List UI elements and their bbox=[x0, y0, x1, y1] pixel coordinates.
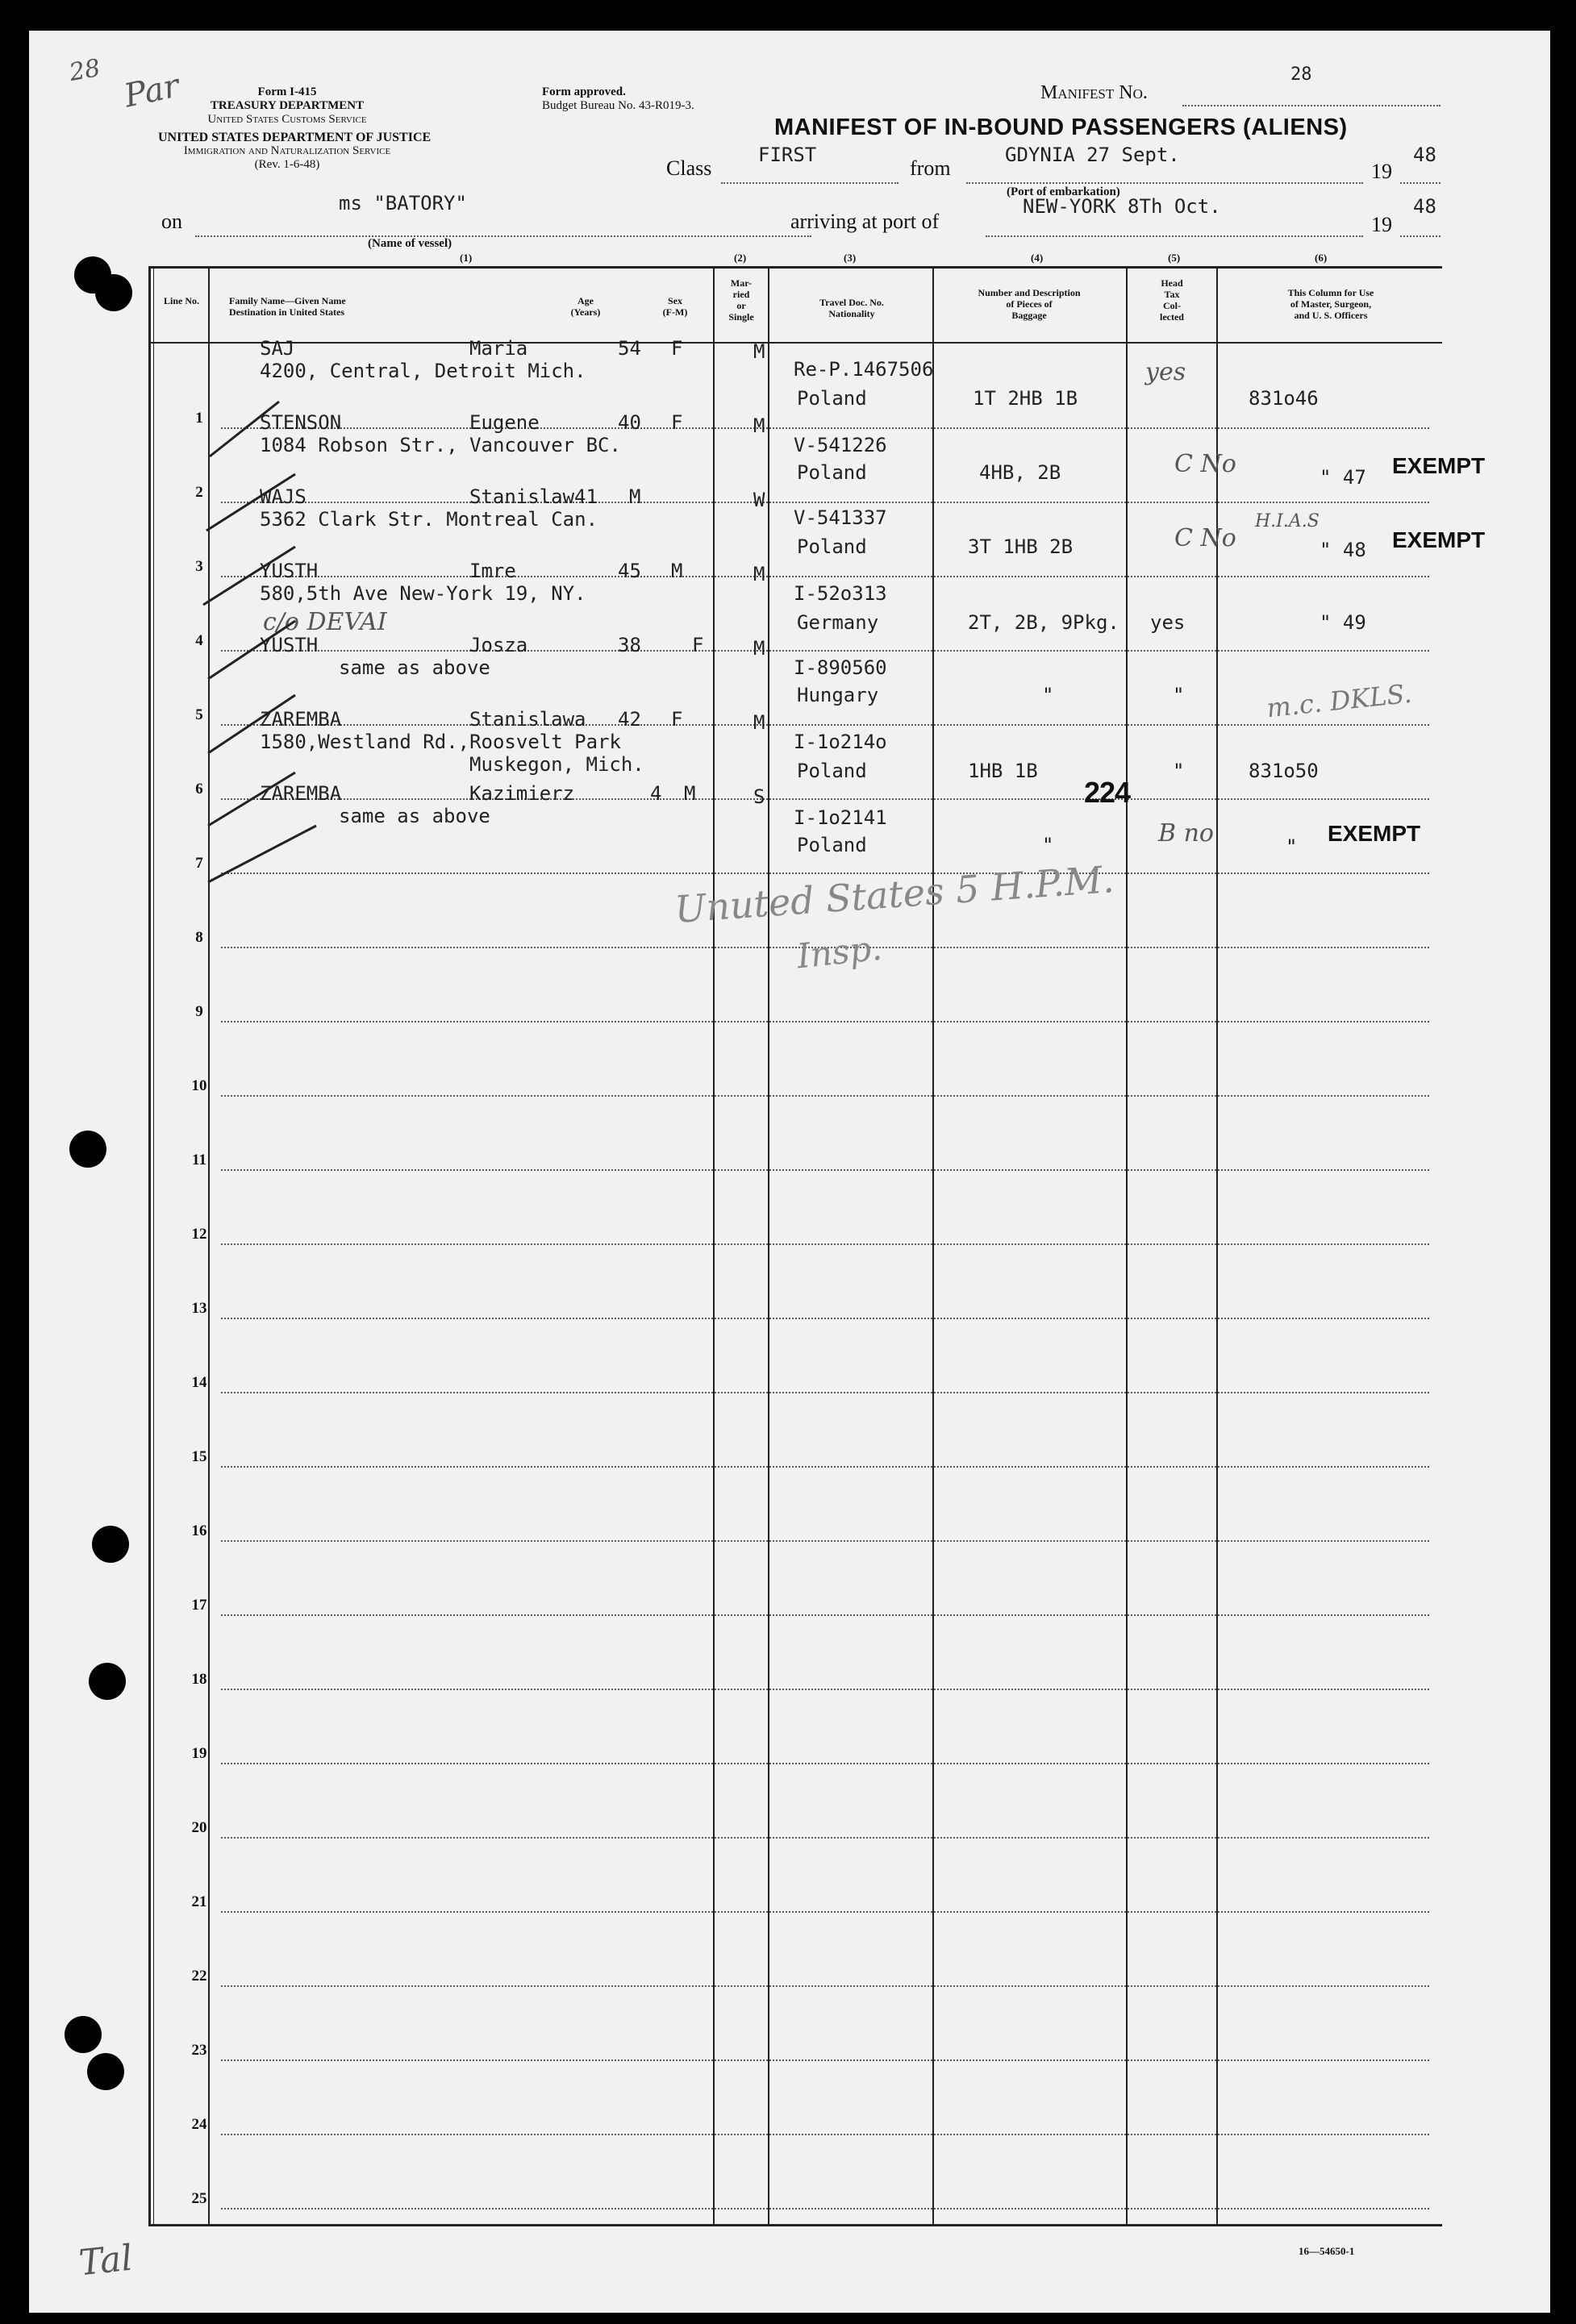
port-embark-label: (Port of embarkation) bbox=[1007, 185, 1120, 198]
row3-given: Stanislaw bbox=[469, 485, 575, 508]
year-value-1: 48 bbox=[1413, 144, 1436, 166]
row2-sex: F bbox=[671, 411, 683, 434]
from-label: from bbox=[910, 156, 951, 180]
table-top-border bbox=[148, 266, 1442, 269]
line-number: 21 bbox=[191, 1893, 207, 1910]
col-num-6: (6) bbox=[1315, 252, 1328, 264]
row3-surname: WAJS bbox=[260, 485, 306, 508]
check-mark-4 bbox=[208, 621, 295, 679]
row-separator bbox=[221, 1689, 1429, 1690]
row-separator bbox=[221, 2134, 1429, 2135]
approval-block bbox=[542, 85, 694, 113]
col-num-5: (5) bbox=[1168, 252, 1181, 264]
check-mark-3 bbox=[203, 547, 295, 605]
form-approved: Form approved. bbox=[542, 85, 626, 98]
row2-doc: V-541226 bbox=[794, 434, 887, 456]
manifest-no-value: 28 bbox=[1290, 65, 1312, 85]
margin-note-number: 28 bbox=[67, 53, 102, 88]
row-separator bbox=[221, 1095, 1429, 1097]
treasury-dept: TREASURY DEPARTMENT bbox=[210, 99, 365, 112]
row3-officer: " 48 bbox=[1320, 539, 1366, 561]
line-number: 9 bbox=[195, 1003, 203, 1020]
row-separator bbox=[221, 502, 1429, 503]
row-separator bbox=[221, 1540, 1429, 1542]
row2-surname: STENSON bbox=[260, 411, 342, 434]
row3-nationality: Poland bbox=[797, 535, 867, 558]
col-sep-tax bbox=[1216, 266, 1218, 2226]
row2-age: 40 bbox=[618, 411, 641, 434]
row6-sex: F bbox=[671, 708, 683, 731]
row1-baggage: 1T 2HB 1B bbox=[973, 387, 1078, 410]
row1-tax: yes bbox=[1145, 358, 1186, 386]
row-separator bbox=[221, 1169, 1429, 1171]
vessel-value: ms "BATORY" bbox=[339, 192, 467, 214]
row7-dest: same as above bbox=[339, 805, 490, 827]
punch-hole bbox=[69, 1131, 106, 1168]
row4-dest: 580,5th Ave New-York 19, NY. bbox=[260, 582, 586, 605]
row1-dest: 4200, Central, Detroit Mich. bbox=[260, 360, 586, 382]
year-line-2 bbox=[1400, 235, 1440, 237]
row1-nationality: Poland bbox=[797, 387, 867, 410]
row5-nationality: Hungary bbox=[797, 684, 879, 706]
row2-given: Eugene bbox=[469, 411, 540, 434]
row3-tax: C No bbox=[1174, 524, 1236, 552]
row5-sex: F bbox=[692, 634, 704, 656]
row-separator bbox=[221, 427, 1429, 429]
year-line-1 bbox=[1400, 182, 1440, 184]
arriving-value: NEW-YORK 8Th Oct. bbox=[1023, 195, 1221, 218]
col-sep-married bbox=[768, 266, 769, 2226]
row2-baggage: 4HB, 2B bbox=[979, 461, 1061, 484]
col-sep-baggage bbox=[1126, 266, 1128, 2226]
header-age: Age (Years) bbox=[570, 295, 601, 318]
row5-baggage: " bbox=[1042, 684, 1054, 706]
check-marks bbox=[150, 369, 327, 885]
row4-age: 45 bbox=[618, 560, 641, 582]
header-line-no: Line No. bbox=[163, 295, 199, 306]
row4-married: M bbox=[753, 563, 765, 585]
row3-dest: 5362 Clark Str. Montreal Can. bbox=[260, 508, 598, 531]
row7-nationality: Poland bbox=[797, 834, 867, 856]
row6-dest: 1580,Westland Rd.,Roosvelt Park bbox=[260, 731, 621, 753]
care-of-note: c/o DEVAI bbox=[263, 608, 387, 636]
table-bottom-border bbox=[148, 2224, 1442, 2226]
row-separator bbox=[221, 1243, 1429, 1245]
line-number: 4 bbox=[195, 632, 203, 649]
row5-tax: " bbox=[1173, 684, 1185, 706]
row7-baggage: " bbox=[1042, 834, 1054, 856]
table-header-bottom bbox=[148, 342, 1442, 344]
check-mark-5 bbox=[208, 695, 295, 753]
manifest-no-line bbox=[1182, 105, 1440, 106]
row-separator bbox=[221, 2060, 1429, 2061]
row6-nationality: Poland bbox=[797, 760, 867, 782]
row7-sex: M bbox=[684, 782, 696, 805]
line-number: 13 bbox=[191, 1300, 207, 1317]
row-separator bbox=[221, 1318, 1429, 1319]
line-number: 2 bbox=[195, 484, 203, 501]
mc-note: m.c. DKLS. bbox=[1265, 677, 1414, 724]
header-sex: Sex (F-M) bbox=[662, 295, 688, 318]
row2-dest: 1084 Robson Str., Vancouver BC. bbox=[260, 434, 621, 456]
punch-hole bbox=[92, 1526, 129, 1563]
row4-doc: I-52o313 bbox=[794, 582, 887, 605]
row5-given: Josza bbox=[469, 634, 528, 656]
line-number: 16 bbox=[191, 1522, 207, 1539]
row5-surname: YUSTH bbox=[260, 634, 319, 656]
class-label: Class bbox=[666, 156, 712, 180]
row1-age: 54 bbox=[618, 337, 641, 360]
row7-surname: ZAREMBA bbox=[260, 782, 342, 805]
line-number: 8 bbox=[195, 929, 203, 946]
margin-note-bottom: Tal bbox=[77, 2237, 135, 2284]
justice-block bbox=[158, 131, 432, 172]
row7-age: 4 bbox=[650, 782, 662, 805]
row-separator bbox=[221, 873, 1429, 874]
row5-doc: I-890560 bbox=[794, 656, 887, 679]
header-married: Mar- ried or Single bbox=[728, 277, 754, 323]
year-value-2: 48 bbox=[1413, 195, 1436, 218]
row3-baggage: 3T 1HB 2B bbox=[968, 535, 1074, 558]
line-number: 3 bbox=[195, 558, 203, 575]
on-label: on bbox=[161, 210, 182, 233]
stamp-224: 224 bbox=[1084, 776, 1131, 809]
line-number: 1 bbox=[195, 410, 203, 427]
row2-married: M bbox=[753, 414, 765, 437]
row6-baggage: 1HB 1B bbox=[968, 760, 1038, 782]
row3-married: W bbox=[753, 489, 765, 511]
header-head-tax: Head Tax Col- lected bbox=[1160, 277, 1184, 323]
row7-given: Kazimierz bbox=[469, 782, 575, 805]
row1-sex: F bbox=[671, 337, 683, 360]
header-baggage: Number and Description of Pieces of Baggage bbox=[978, 287, 1081, 321]
row4-sex: M bbox=[671, 560, 683, 582]
line-number: 19 bbox=[191, 1745, 207, 1762]
row6-dest2: Muskegon, Mich. bbox=[469, 753, 644, 776]
manifest-sheet bbox=[29, 31, 1550, 2313]
col-num-2: (2) bbox=[734, 252, 747, 264]
margin-note-initials: Par bbox=[120, 67, 183, 115]
row6-doc: I-1o214o bbox=[794, 731, 887, 753]
from-line bbox=[966, 182, 1363, 184]
vessel-line bbox=[195, 235, 811, 237]
row7-married: S bbox=[753, 785, 765, 808]
header-travel-doc: Travel Doc. No. Nationality bbox=[819, 297, 884, 319]
line-number: 11 bbox=[192, 1152, 206, 1168]
row4-officer: " 49 bbox=[1320, 611, 1366, 634]
row4-nationality: Germany bbox=[797, 611, 879, 634]
row7-exempt-stamp: EXEMPT bbox=[1328, 821, 1421, 846]
row7-doc: I-1o2141 bbox=[794, 806, 887, 829]
row-separator bbox=[221, 724, 1429, 726]
row-separator bbox=[221, 1021, 1429, 1022]
row-separator bbox=[221, 650, 1429, 652]
hias-note: H.I.A.S bbox=[1255, 511, 1320, 531]
line-number: 25 bbox=[191, 2190, 207, 2207]
row2-tax: C No bbox=[1174, 450, 1236, 478]
row6-married: M bbox=[753, 711, 765, 734]
row3-exempt-stamp: EXEMPT bbox=[1392, 527, 1486, 552]
header-officers: This Column for Use of Master, Surgeon, and U. S. Officers bbox=[1287, 287, 1374, 321]
check-mark-7 bbox=[208, 826, 316, 882]
col-num-1: (1) bbox=[460, 252, 473, 264]
punch-hole bbox=[65, 2016, 102, 2053]
class-value: FIRST bbox=[758, 144, 817, 166]
row1-doc: Re-P.1467506 bbox=[794, 358, 934, 381]
row4-given: Imre bbox=[469, 560, 516, 582]
punch-hole bbox=[95, 274, 132, 311]
row5-age: 38 bbox=[618, 634, 641, 656]
customs-service: United States Customs Service bbox=[207, 113, 367, 126]
line-number: 6 bbox=[195, 781, 203, 798]
arriving-label: arriving at port of bbox=[790, 210, 940, 233]
line-number: 23 bbox=[191, 2042, 207, 2059]
row2-exempt-stamp: EXEMPT bbox=[1392, 453, 1486, 478]
immigration-service: Immigration and Naturalization Service bbox=[183, 144, 391, 157]
col-num-4: (4) bbox=[1031, 252, 1044, 264]
row-separator bbox=[221, 1763, 1429, 1764]
row-separator bbox=[221, 2208, 1429, 2209]
line-number: 10 bbox=[191, 1077, 207, 1094]
row1-surname: SAJ bbox=[260, 337, 295, 360]
row4-baggage: 2T, 2B, 9Pkg. bbox=[968, 611, 1119, 634]
justice-dept: UNITED STATES DEPARTMENT OF JUSTICE bbox=[158, 131, 432, 144]
row1-officer: 831o46 bbox=[1249, 387, 1319, 410]
punch-hole bbox=[89, 1663, 126, 1700]
row1-given: Maria bbox=[469, 337, 528, 360]
row5-married: M bbox=[753, 637, 765, 660]
row-separator bbox=[221, 1614, 1429, 1616]
row3-doc: V-541337 bbox=[794, 506, 887, 529]
line-number: 15 bbox=[191, 1448, 207, 1465]
manifest-no-label: Manifest No. bbox=[1040, 82, 1148, 103]
inspector-signature: Unuted States 5 H.P.M. bbox=[673, 857, 1115, 931]
year-prefix-2: 19 bbox=[1371, 213, 1392, 236]
line-number: 20 bbox=[191, 1819, 207, 1836]
row3-sex: M bbox=[629, 485, 641, 508]
row6-surname: ZAREMBA bbox=[260, 708, 342, 731]
inspector-title: Insp. bbox=[794, 927, 884, 977]
form-number: Form I-415 bbox=[257, 85, 317, 98]
line-number: 7 bbox=[195, 855, 203, 872]
row2-officer: " 47 bbox=[1320, 466, 1366, 489]
header-name: Family Name—Given Name Destination in United States bbox=[229, 295, 346, 318]
row-separator bbox=[221, 798, 1429, 800]
row-separator bbox=[221, 1392, 1429, 1393]
row6-age: 42 bbox=[618, 708, 641, 731]
from-value: GDYNIA 27 Sept. bbox=[1005, 144, 1180, 166]
row7-officer: " bbox=[1286, 835, 1298, 858]
row-separator bbox=[221, 1837, 1429, 1839]
vessel-label: (Name of vessel) bbox=[368, 237, 452, 250]
line-number: 24 bbox=[191, 2116, 207, 2133]
row4-surname: YUSTH bbox=[260, 560, 319, 582]
revision: (Rev. 1-6-48) bbox=[254, 158, 320, 171]
row-separator bbox=[221, 576, 1429, 577]
footer-code: 16—54650-1 bbox=[1299, 2245, 1355, 2257]
col-sep-name bbox=[713, 266, 715, 2226]
row-separator bbox=[221, 1466, 1429, 1468]
year-prefix-1: 19 bbox=[1371, 160, 1392, 183]
row4-tax: yes bbox=[1150, 611, 1186, 634]
line-number: 18 bbox=[191, 1671, 207, 1688]
class-line bbox=[721, 182, 898, 184]
check-mark-6 bbox=[208, 773, 295, 826]
line-number: 12 bbox=[191, 1226, 207, 1243]
col-num-3: (3) bbox=[844, 252, 857, 264]
line-number: 5 bbox=[195, 706, 203, 723]
punch-hole bbox=[87, 2053, 124, 2090]
line-number: 14 bbox=[191, 1374, 207, 1391]
line-number: 22 bbox=[191, 1968, 207, 1985]
row1-married: M bbox=[753, 340, 765, 363]
row3-age: 41 bbox=[574, 485, 598, 508]
row-separator bbox=[221, 1985, 1429, 1987]
col-sep-travel bbox=[932, 266, 934, 2226]
row-separator bbox=[221, 1911, 1429, 1913]
manifest-title: MANIFEST OF IN-BOUND PASSENGERS (ALIENS) bbox=[774, 115, 1348, 140]
line-number: 17 bbox=[191, 1597, 207, 1614]
row6-officer: 831o50 bbox=[1249, 760, 1319, 782]
row5-dest: same as above bbox=[339, 656, 490, 679]
row6-tax: " bbox=[1173, 760, 1185, 782]
row6-given: Stanislawa bbox=[469, 708, 586, 731]
row7-tax: B no bbox=[1158, 819, 1214, 848]
check-mark-1 bbox=[210, 402, 279, 456]
arriving-line bbox=[986, 235, 1363, 237]
agency-block bbox=[166, 85, 408, 127]
check-mark-2 bbox=[206, 474, 295, 531]
budget-bureau: Budget Bureau No. 43-R019-3. bbox=[542, 99, 694, 112]
row2-nationality: Poland bbox=[797, 461, 867, 484]
